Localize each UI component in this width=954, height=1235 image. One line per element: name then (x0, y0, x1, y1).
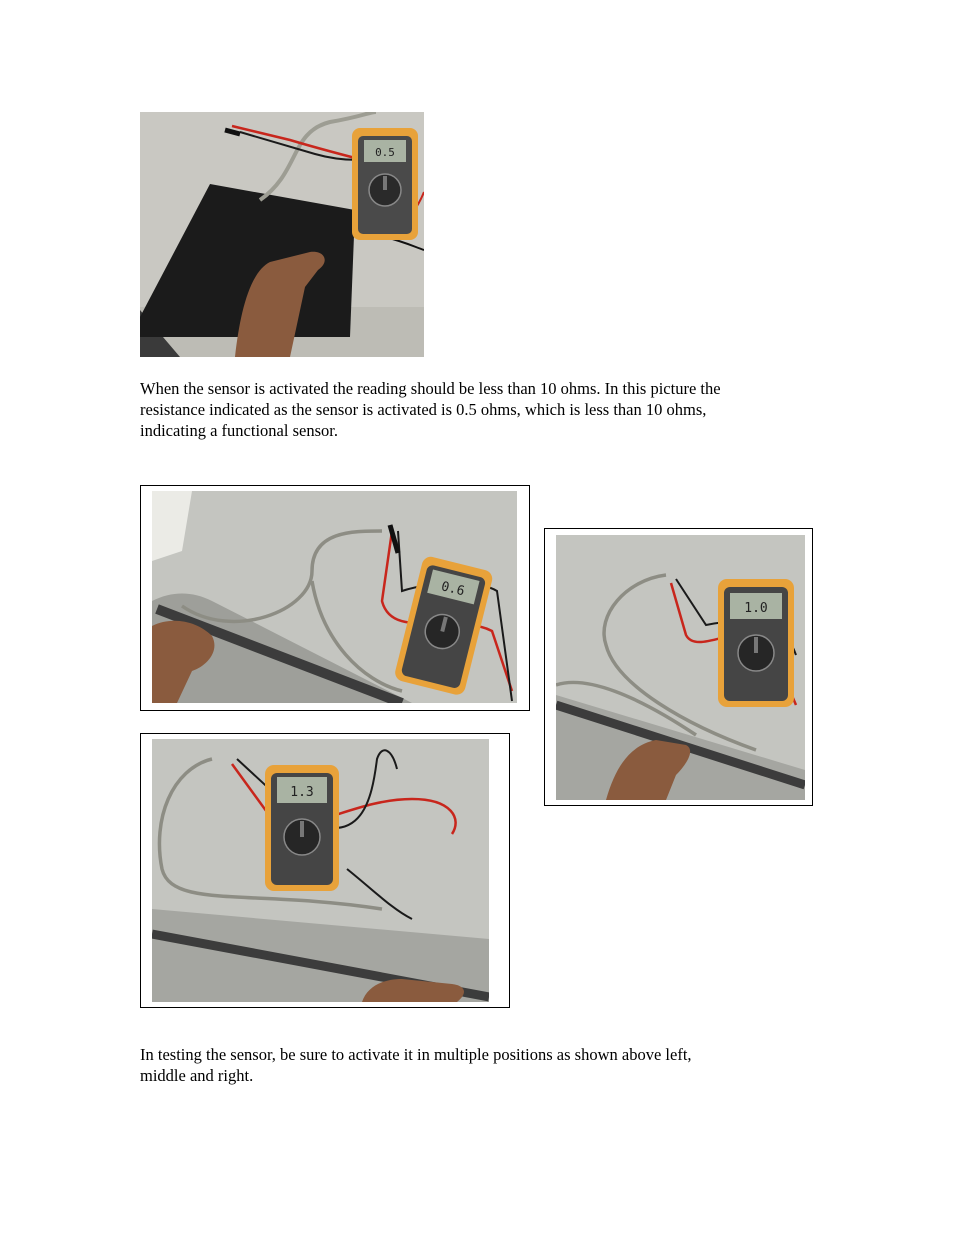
paragraph-activation-reading (140, 378, 820, 441)
paragraph-line: In testing the sensor, be sure to activate it in multiple positions as shown above left, (140, 1045, 692, 1064)
meter-reading: 1.0 (744, 601, 768, 616)
paragraph-line: middle and right. (140, 1066, 254, 1085)
photo-frame-right-position (140, 733, 510, 1008)
photo-illustration (140, 112, 424, 357)
paragraph-line: indicating a functional sensor. (140, 421, 338, 440)
photo-illustration (152, 491, 517, 703)
meter-reading: 0.6 (439, 579, 466, 600)
photo-illustration (152, 739, 489, 1002)
meter-reading: 0.5 (375, 146, 395, 159)
meter-reading: 1.3 (290, 785, 314, 800)
photo-frame-left-position (140, 485, 530, 711)
photo-illustration (556, 535, 805, 800)
paragraph-line: When the sensor is activated the reading should be less than 10 ohms. In this picture the (140, 379, 721, 398)
photo-sensor-pad-meter (140, 112, 424, 357)
paragraph-line: resistance indicated as the sensor is activated is 0.5 ohms, which is less than 10 ohms, (140, 400, 707, 419)
photo-frame-middle-position (544, 528, 813, 806)
paragraph-testing-positions (140, 1044, 820, 1086)
